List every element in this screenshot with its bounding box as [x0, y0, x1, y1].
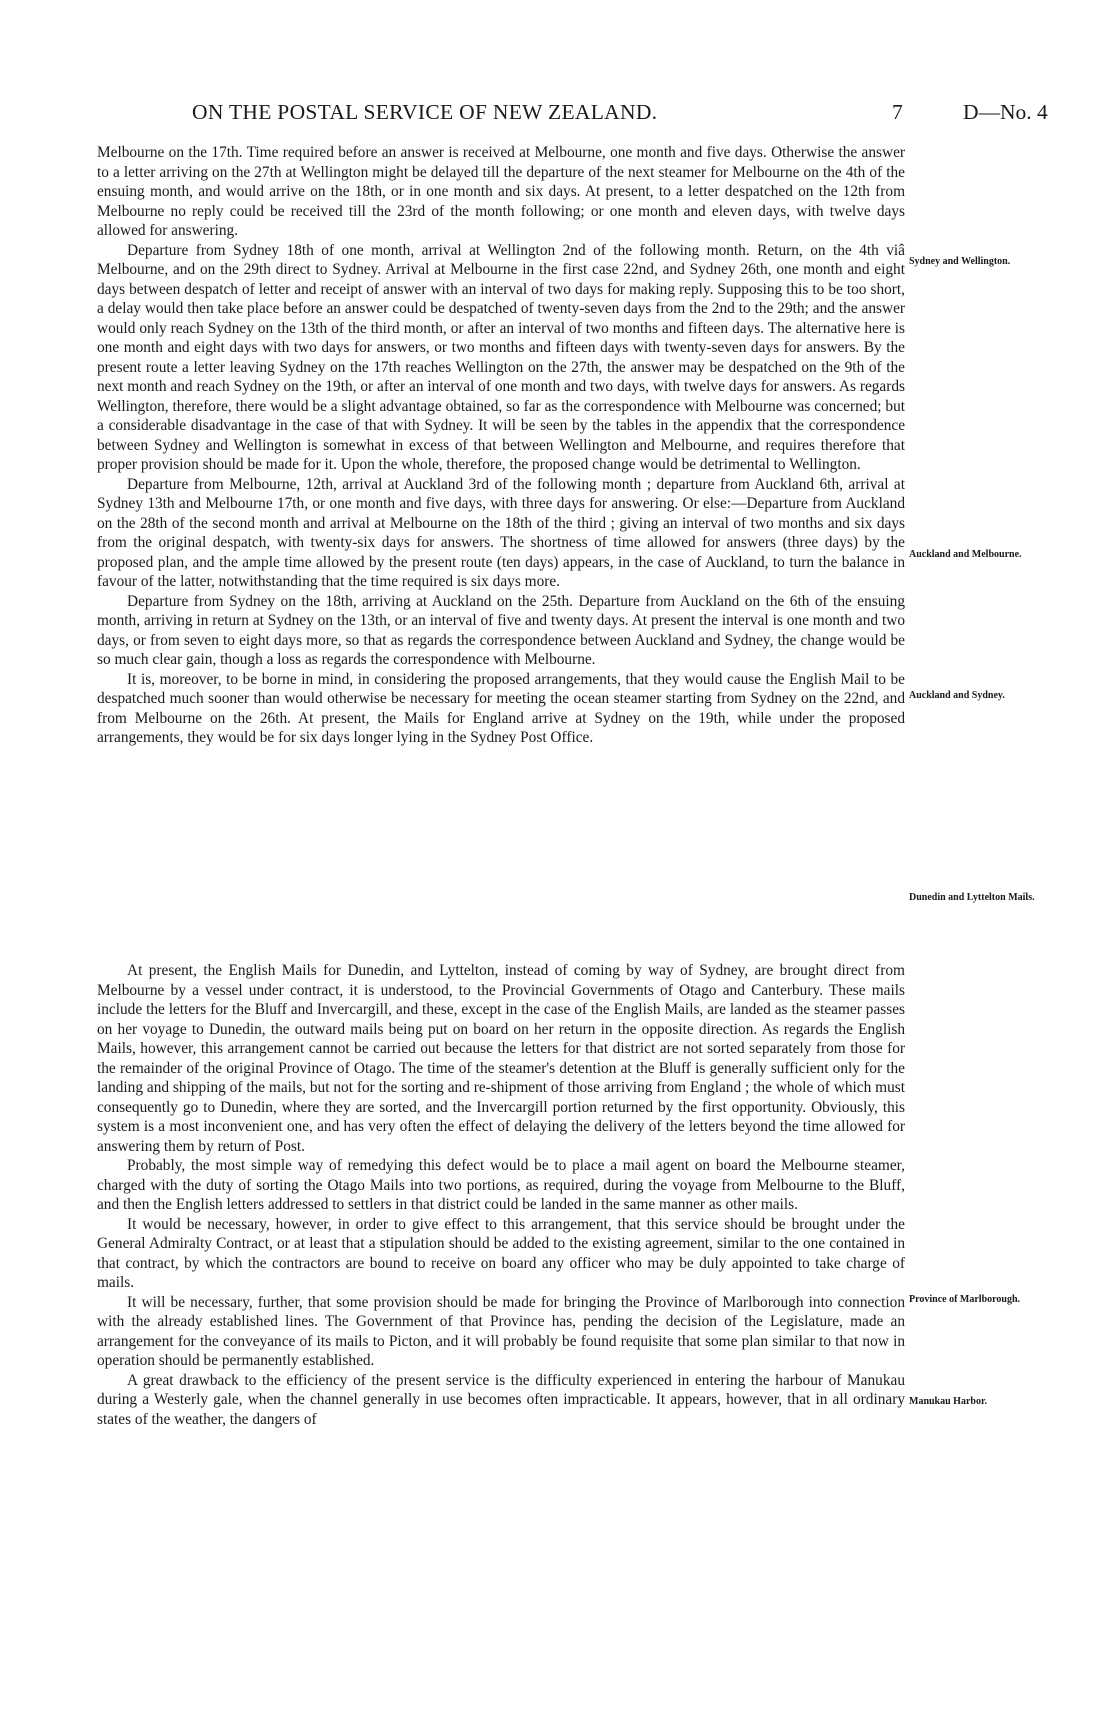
paragraph-auckland-sydney: Departure from Sydney on the 18th, arriving at Auckland on the 25th. Departure from Auckland on the 6th of the ensuing month, arriving in return at Sydney on the 13th, or an interval of five and twenty days. At present the interval is one month and two days, or from seven to eight days more, so that as regards the correspondence between Auckland and Sydney, the change would be so much clear gain, though a loss as regards the correspondence with Melbourne.	[97, 592, 905, 668]
section-two-body	[97, 961, 905, 1429]
paragraph-english-mail: It is, moreover, to be borne in mind, in considering the proposed arrangements, that they would cause the English Mail to be despatched much sooner than would otherwise be necessary for meeting the ocean steamer starting from Sydney on the 22nd, and from Melbourne on the 26th. At present, the Mails for England arrive at Sydney on the 19th, while under the proposed arrangements, they would be for six days longer lying in the Sydney Post Office.	[97, 670, 905, 746]
page-title: ON THE POSTAL SERVICE OF NEW ZEALAND.	[192, 100, 658, 124]
sidenote-sydney-wellington: Sydney and Wellington.	[909, 256, 1011, 267]
page-number: 7	[892, 100, 903, 124]
paragraph-mail-agent: Probably, the most simple way of remedying this defect would be to place a mail agent on board the Melbourne steamer, charged with the duty of sorting the Otago Mails into two portions, as required, during the voyage from Melbourne to the Bluff, and then the English letters addressed to settlers in that district could be landed in the same manner as other mails.	[97, 1157, 905, 1213]
sidenote-auckland-sydney: Auckland and Sydney.	[909, 690, 1005, 701]
document-reference: D—No. 4	[963, 100, 1048, 124]
sidenote-manukau-harbor: Manukau Harbor.	[909, 1396, 987, 1407]
paragraph-sydney-wellington: Departure from Sydney 18th of one month, arrival at Wellington 2nd of the following month. Return, on the 4th viâ Melbourne, and on the 29th direct to Sydney. Arrival at Melbourne in the first case 22nd, and Sydney 26th, one month and eight days between despatch of letter and receipt of answer with an interval of two days for making reply. Supposing this to be too short, a delay would then take place before an answer could be despatched of twenty-seven days from the 2nd to the 29th; and the answer would only reach Sydney on the 13th of the third month, or after an interval of two months and fifteen days. The alternative here is one month and eight days with two days for answers, or two months and fifteen days with twenty-seven days for answers. By the present route a letter leaving Sydney on the 17th reaches Wellington on the 27th, the answer may be despatched on the 9th of the next month and reach Sydney on the 19th, or after an interval of one month and two days, with twelve days for answers. As regards Wellington, therefore, there would be a slight advantage obtained, so far as the correspondence with Melbourne was concerned; but a considerable disadvantage in the case of that with Sydney. It will be seen by the tables in the appendix that the correspondence between Sydney and Wellington is somewhat in excess of that between Wellington and Melbourne, and requires therefore that proper provision should be made for it. Upon the whole, therefore, the proposed change would be detrimental to Wellington.	[97, 241, 905, 473]
sidenote-dunedin-lyttelton: Dunedin and Lyttelton Mails.	[909, 892, 1035, 903]
sidenote-auckland-melbourne: Auckland and Melbourne.	[909, 549, 1022, 560]
paragraph-admiralty-contract: It would be necessary, however, in order to give effect to this arrangement, that this service should be brought under the General Admiralty Contract, or at least that a stipulation should be added to the existing agreement, similar to the one contained in that contract, by which the contractors are bound to receive on board any officer who may be duly appointed to take charge of mails.	[97, 1215, 905, 1291]
section-one-body	[97, 143, 905, 748]
sidenote-province-marlborough: Province of Marlborough.	[909, 1294, 1021, 1305]
paragraph-manukau: A great drawback to the efficiency of the present service is the difficulty experienced in entering the harbour of Manukau during a Westerly gale, when the channel generally in use becomes often impracticable. It appears, however, that in all ordinary states of the weather, the dangers of	[97, 1371, 905, 1428]
paragraph-auckland-melbourne: Departure from Melbourne, 12th, arrival at Auckland 3rd of the following month ; departure from Auckland 6th, arrival at Sydney 13th and Melbourne 17th, or one month and five days, with three days for answering. Or else:—Departure from Auckland on the 28th of the second month and arrival at Melbourne on the 18th of the third ; giving an interval of two months and six days from the original despatch, with twenty-six days for answers. The shortness of time allowed for answers (three days) by the proposed plan, and the ample time allowed by the present route (ten days) appears, in the case of Auckland, to turn the balance in favour of the latter, notwithstanding that the time required is six days more.	[97, 475, 905, 590]
running-header	[0, 100, 1114, 130]
paragraph-marlborough: It will be necessary, further, that some provision should be made for bringing the Province of Marlborough into connection with the already established lines. The Government of that Province has, pending the decision of the Legislature, made an arrangement for the conveyance of its mails to Picton, and it will probably be found requisite that some plan similar to that now in operation should be permanently established.	[97, 1293, 905, 1369]
paragraph-dunedin-lyttelton: At present, the English Mails for Dunedin, and Lyttelton, instead of coming by way of Sydney, are brought direct from Melbourne by a vessel under contract, it is understood, to the Provincial Governments of Otago and Canterbury. These mails include the letters for the Bluff and Invercargill, and these, except in the case of the English Mails, are landed as the steamer passes on her voyage to Dunedin, the outward mails being put on board on her return in the opposite direction. As regards the English Mails, however, this arrangement cannot be carried out because the letters for that district are not sorted separately from those for the remainder of the original Province of Otago. The time of the steamer's detention at the Bluff is generally sufficient only for the landing and shipping of the mails, but not for the sorting and re-shipment of those arriving from England ; the whole of which must consequently go to Dunedin, where they are sorted, and the Invercargill portion returned by the first opportunity. Obviously, this system is a most inconvenient one, and has very often the effect of delaying the delivery of the letters beyond the time allowed for answering them by return of Post.	[97, 962, 905, 1155]
paragraph-melbourne-continuation: Melbourne on the 17th. Time required before an answer is received at Melbourne, one month and five days. Otherwise the answer to a letter arriving on the 27th at Wellington might be delayed till the departure of the next steamer for Melbourne on the 4th of the ensuing month, and would arrive on the 18th, or in one month and six days. At present, to a letter despatched on the 12th from Melbourne no reply could be received till the 23rd of the month following; or one month and eleven days, with twelve days allowed for answering.	[97, 144, 905, 239]
